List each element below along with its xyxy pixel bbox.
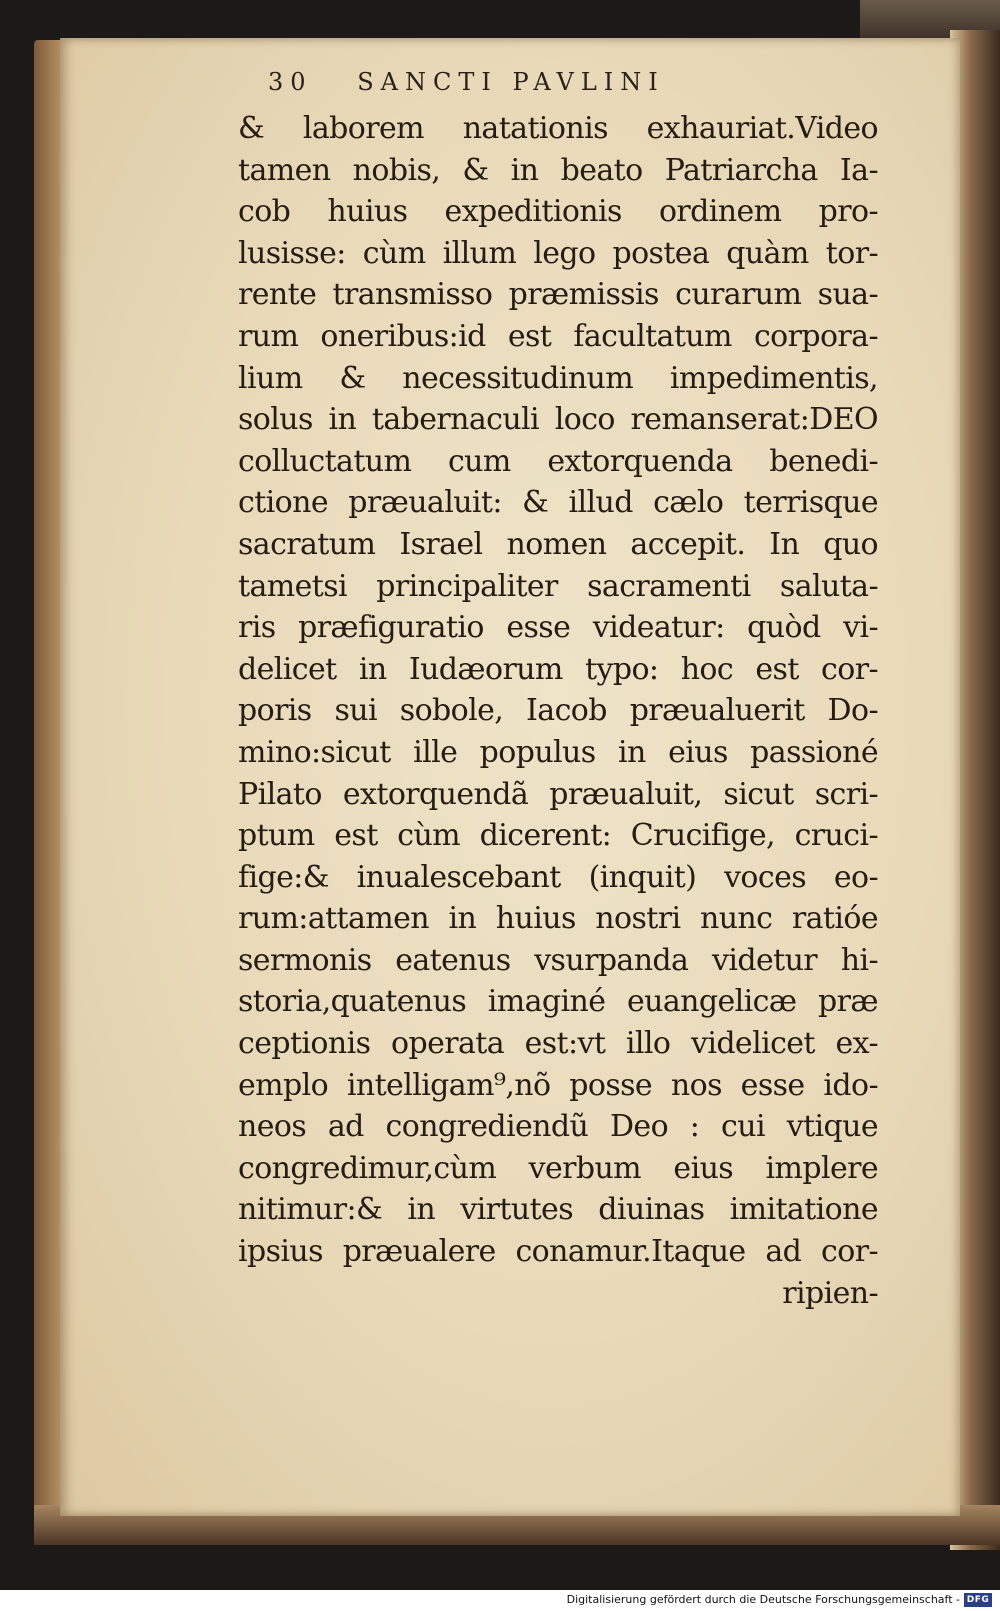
text-line: delicet in Iudæorum typo: hoc est cor- — [238, 651, 878, 687]
text-line: sacratum Israel nomen accepit. In quo — [238, 526, 878, 562]
text-line: rum oneribus:id est facultatum corpora- — [238, 318, 878, 354]
text-line: ctione præualuit: & illud cælo terrisque — [238, 485, 878, 521]
text-line: rente transmisso præmissis curarum sua- — [238, 277, 878, 313]
text-line: mino:sicut ille populus in eius passioné — [238, 734, 878, 770]
text-line: ris præfiguratio esse videatur: quòd vi- — [238, 610, 878, 646]
text-line: congredimur,cùm verbum eius implere — [238, 1150, 878, 1186]
digitization-footer — [0, 1590, 1000, 1611]
text-line: rum:attamen in huius nostri nunc ratióe — [238, 901, 878, 937]
text-line: tametsi principaliter sacramenti saluta- — [238, 568, 878, 604]
text-line: ipsius præualere conamur.Itaque ad cor- — [238, 1234, 878, 1270]
text-line: cob huius expeditionis ordinem pro- — [238, 194, 878, 230]
body-text — [238, 108, 878, 1314]
page-number: 30 — [268, 68, 313, 96]
text-line: storia,quatenus imaginé euangelicæ præ — [238, 984, 878, 1020]
catchword: ripien- — [782, 1275, 878, 1311]
text-line: fige:& inualescebant (inquit) voces eo- — [238, 859, 878, 895]
text-line: ceptionis operata est:vt illo videlicet ex- — [238, 1026, 878, 1062]
text-line: & laborem natationis exhauriat.Video — [238, 111, 878, 146]
text-line: ptum est cùm dicerent: Crucifige, cruci- — [238, 818, 878, 854]
text-line: poris sui sobole, Iacob præualuerit Do- — [238, 693, 878, 729]
text-line: tamen nobis, & in beato Patriarcha Ia- — [238, 152, 878, 188]
funding-notice: Digitalisierung gefördert durch die Deutsche Forschungsgemeinschaft - — [566, 1593, 960, 1606]
running-head-title: SANCTI PAVLINI — [357, 68, 665, 96]
text-line: nitimur:& in virtutes diuinas imitatione — [238, 1192, 878, 1228]
text-line: lusisse: cùm illum lego postea quàm tor- — [238, 235, 878, 271]
text-line: neos ad congrediendũ Deo : cui vtique — [238, 1109, 878, 1145]
running-head — [268, 68, 888, 96]
text-line: solus in tabernaculi loco remanserat:DEO — [238, 402, 878, 438]
text-line: Pilato extorquendã præualuit, sicut scri- — [238, 776, 878, 812]
dfg-logo: DFG — [964, 1593, 992, 1607]
text-line: lium & necessitudinum impedimentis, — [238, 360, 878, 396]
text-line: sermonis eatenus vsurpanda videtur hi- — [238, 942, 878, 978]
text-line: emplo intelligam⁹,nõ posse nos esse ido- — [238, 1067, 878, 1103]
text-line: colluctatum cum extorquenda benedi- — [238, 443, 878, 479]
